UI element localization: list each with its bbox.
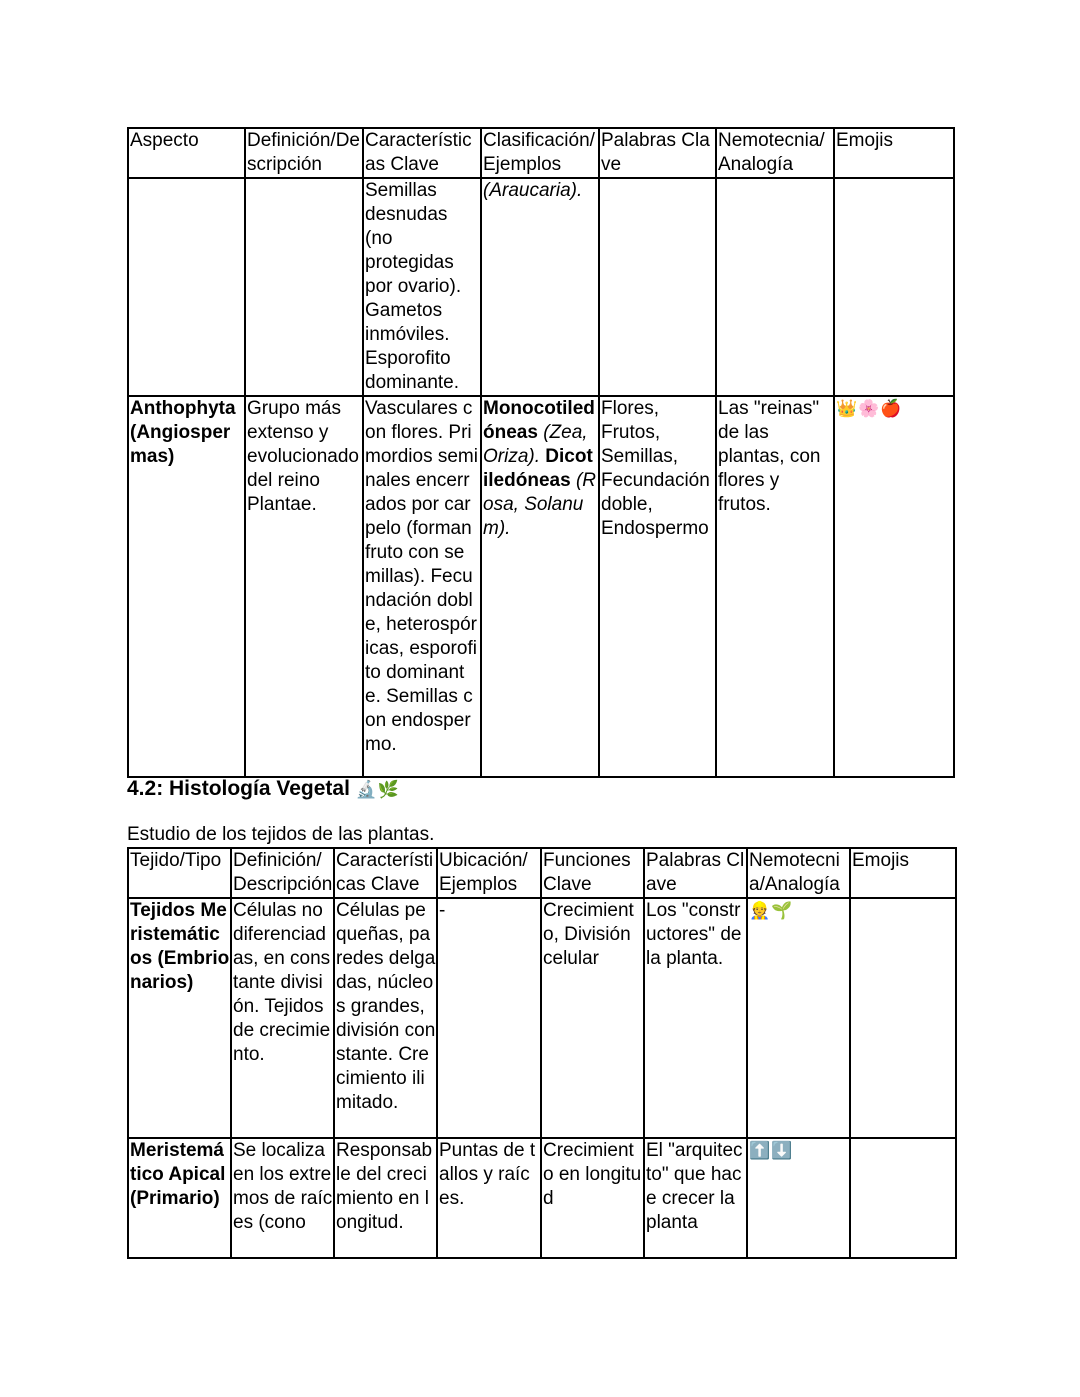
cell-ubicacion: - bbox=[437, 898, 541, 1138]
anthophyta-label: Anthophyta (Angiospermas) bbox=[130, 398, 236, 467]
cell-caracteristicas: Vasculares con flores. Primordios seminales encerrados por carpelo (forman fruto con semillas). Fecundación doble, heterospóricas, esporofito dominante. Semillas con endospermo. bbox=[363, 396, 481, 777]
section-description: Estudio de los tejidos de las plantas. bbox=[127, 824, 435, 845]
plant-divisions-table bbox=[127, 127, 955, 778]
header-aspecto: Aspecto bbox=[128, 128, 245, 178]
section-title bbox=[127, 775, 400, 804]
cell-emojis bbox=[834, 178, 954, 396]
dicot-label: Dicotiledóneas bbox=[483, 446, 593, 491]
cell-aspecto bbox=[128, 396, 245, 777]
cell-definicion: Grupo más extenso y evolucionado del reino Plantae. bbox=[245, 396, 363, 777]
meristematic-label: Tejidos Meristemáticos (Embrionarios) bbox=[130, 900, 230, 993]
header-funciones: Funciones Clave bbox=[541, 848, 644, 898]
header-clasificacion: Clasificación/Ejemplos bbox=[481, 128, 599, 178]
cell-funciones: Crecimiento, División celular bbox=[541, 898, 644, 1138]
cell-clasificacion bbox=[481, 396, 599, 777]
cell-definicion: Se localiza en los extremos de raíces (cono bbox=[231, 1138, 334, 1258]
cell-clasificacion bbox=[481, 178, 599, 396]
cell-caracteristicas: Semillas desnudas (no protegidas por ovario). Gametos inmóviles. Esporofito dominante. bbox=[363, 178, 481, 396]
plant-tissues-table bbox=[127, 847, 957, 1259]
microscope-herb-icon: 🔬🌿 bbox=[355, 780, 401, 800]
header-nemotecnia: Nemotecnia/Analogía bbox=[747, 848, 850, 898]
table-row bbox=[128, 396, 954, 777]
cell-emojis bbox=[850, 898, 956, 1138]
monocot-label: Monocotiledóneas bbox=[483, 398, 595, 443]
monocot-examples: (Zea, Oriza). bbox=[483, 422, 588, 467]
cell-palabras: Los "constructores" de la planta. bbox=[644, 898, 747, 1138]
cell-nemotecnia bbox=[716, 178, 834, 396]
table-row bbox=[128, 178, 954, 396]
cell-nemotecnia: Las "reinas" de las plantas, con flores y frutos. bbox=[716, 396, 834, 777]
header-tejido: Tejido/Tipo bbox=[128, 848, 231, 898]
header-emojis: Emojis bbox=[834, 128, 954, 178]
apical-label: Meristemático Apical (Primario) bbox=[130, 1140, 226, 1209]
cell-aspecto bbox=[128, 178, 245, 396]
table-row bbox=[128, 898, 956, 1138]
table-header-row bbox=[128, 848, 956, 898]
header-caracteristicas: Características Clave bbox=[363, 128, 481, 178]
header-palabras: Palabras Clave bbox=[644, 848, 747, 898]
cell-definicion bbox=[245, 178, 363, 396]
worker-seedling-icon: 👷🌱 bbox=[749, 901, 794, 921]
cell-palabras bbox=[599, 178, 716, 396]
header-definicion: Definición/Descripción bbox=[245, 128, 363, 178]
header-definicion: Definición/Descripción bbox=[231, 848, 334, 898]
araucaria-example: (Araucaria). bbox=[483, 180, 583, 201]
section-title-text: 4.2: Histología Vegetal bbox=[127, 777, 350, 800]
header-palabras: Palabras Clave bbox=[599, 128, 716, 178]
dicot-examples: (Rosa, Solanum). bbox=[483, 470, 596, 539]
cell-caracteristicas: Células pequeñas, paredes delgadas, núcleos grandes, división constante. Crecimiento ilimitado. bbox=[334, 898, 437, 1138]
header-ubicacion: Ubicación/Ejemplos bbox=[437, 848, 541, 898]
cell-nemotecnia bbox=[747, 1138, 850, 1258]
up-down-arrow-icon: ⬆️⬇️ bbox=[749, 1141, 794, 1161]
cell-caracteristicas: Responsable del crecimiento en longitud. bbox=[334, 1138, 437, 1258]
cell-tejido bbox=[128, 898, 231, 1138]
header-caracteristicas: Características Clave bbox=[334, 848, 437, 898]
cell-palabras: Flores, Frutos, Semillas, Fecundación doble, Endospermo bbox=[599, 396, 716, 777]
crown-flower-apple-icon: 👑🌸🍎 bbox=[836, 399, 903, 419]
cell-funciones: Crecimiento en longitud bbox=[541, 1138, 644, 1258]
cell-nemotecnia bbox=[747, 898, 850, 1138]
table-header-row bbox=[128, 128, 954, 178]
header-emojis: Emojis bbox=[850, 848, 956, 898]
cell-palabras: El "arquitecto" que hace crecer la planta bbox=[644, 1138, 747, 1258]
header-nemotecnia: Nemotecnia/Analogía bbox=[716, 128, 834, 178]
cell-ubicacion: Puntas de tallos y raíces. bbox=[437, 1138, 541, 1258]
cell-emojis bbox=[834, 396, 954, 777]
cell-tejido bbox=[128, 1138, 231, 1258]
table-row bbox=[128, 1138, 956, 1258]
cell-emojis bbox=[850, 1138, 956, 1258]
cell-definicion: Células no diferenciadas, en constante división. Tejidos de crecimiento. bbox=[231, 898, 334, 1138]
